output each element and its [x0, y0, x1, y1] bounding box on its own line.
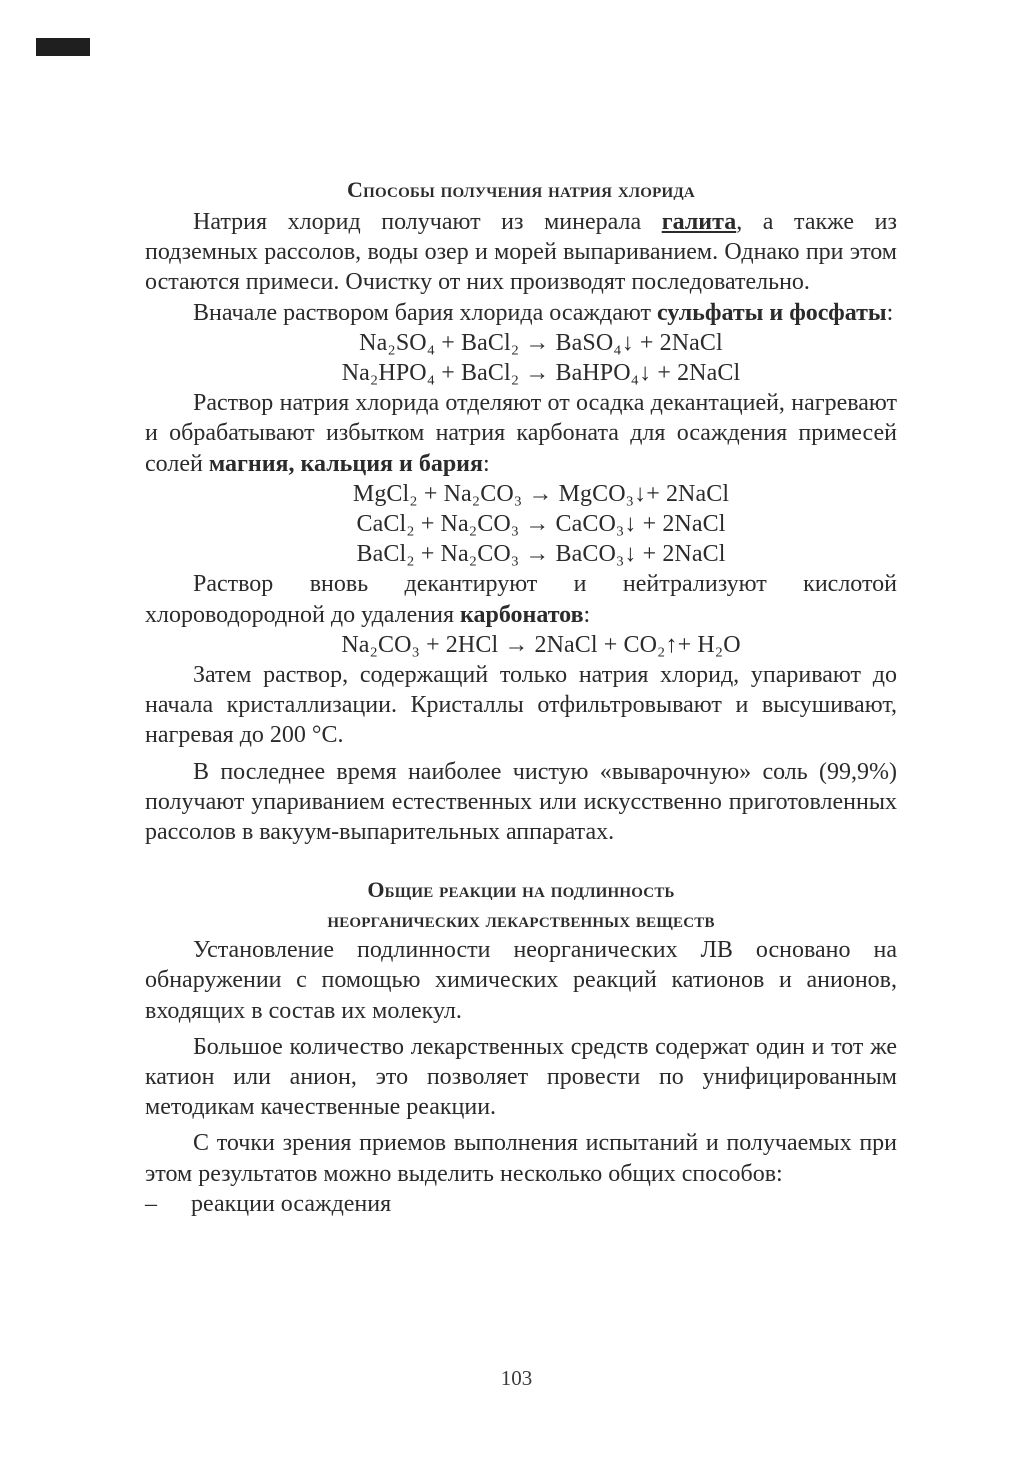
list-item: [145, 1189, 897, 1219]
text-run: Раствор натрия хлорида отделяют от осадка декантацией, нагревают и обрабатывают избытком натрия карбоната для осаждения примесей солей: [145, 390, 897, 477]
paragraph: С точки зрения приемов выполнения испытаний и получаемых при этом результатов можно выделить несколько общих способов:: [145, 1130, 897, 1187]
text-run: :: [583, 601, 591, 628]
paragraph: Большое количество лекарственных средств содержат один и тот же катион или анион, это позволяет провести по унифицированным методикам качественные реакции.: [145, 1033, 897, 1121]
equation: BaCl₂ + Na₂CO₃ → BaCO₃↓ + 2NaCl: [356, 541, 726, 568]
term-sulfates-phosphates: сульфаты и фосфаты: [656, 299, 887, 326]
section-title: Способы получения натрия хлорида: [347, 177, 695, 202]
paragraph: [145, 569, 897, 629]
equation-group: [185, 328, 897, 388]
paragraph: Установление подлинности неорганических ЛВ основано на обнаружении с помощью химических реакций катионов и анионов, входящих в состав их молекул.: [145, 937, 897, 1024]
text-run: Натрия хлорид получают из минерала: [193, 209, 662, 235]
equation: Na₂SO₄ + BaCl₂ → BaSO₄↓ + 2NaCl: [359, 329, 723, 356]
term-mg-ca-ba: магния, кальция и бария: [208, 450, 483, 477]
paragraph: Затем раствор, содержащий только натрия хлорид, упаривают до начала кристаллизации. Кристаллы отфильтровывают и высушивают, нагревая до 200 °С.: [145, 662, 897, 749]
term-carbonates: карбонатов: [460, 601, 584, 628]
paragraph: [145, 388, 897, 479]
equation: Na₂HPO₄ + BaCl₂ → BaHPO₄↓ + 2NaCl: [341, 360, 741, 387]
text-run: :: [483, 450, 490, 477]
text-run: :: [886, 299, 894, 326]
section-title-line1: Общие реакции на подлинность: [367, 877, 675, 903]
paragraph: [145, 298, 897, 328]
list-item-text: реакции осаждения: [191, 1190, 392, 1217]
section-title-line2: неорганических лекарственных веществ: [327, 907, 715, 933]
text-run: Вначале раствором бария хлорида осаждают: [193, 299, 657, 326]
page-number: 103: [500, 1366, 533, 1390]
equation: CaCl₂ + Na₂CO₃ → CaCO₃↓ + 2NaCl: [356, 511, 726, 538]
scan-corner-mark: [36, 38, 90, 56]
page-body: [145, 175, 897, 1219]
equation-group: [185, 630, 897, 660]
term-halite: галита: [661, 209, 737, 235]
list-dash: –: [145, 1190, 157, 1217]
paragraph: В последнее время наиболее чистую «выварочную» соль (99,9%) получают упариванием естественных или искусственно приготовленных рассолов в вакуум-выпарительных аппаратах.: [145, 758, 897, 846]
text-run: Раствор вновь декантируют и нейтрализуют кислотой хлороводородной до удаления: [145, 571, 897, 628]
equation: Na₂CO₃ + 2HCl → 2NaCl + CO₂↑+ H₂O: [341, 631, 741, 658]
paragraph: [145, 207, 897, 298]
equation: MgCl₂ + Na₂CO₃ → MgCO₃↓+ 2NaCl: [352, 480, 730, 507]
equation-group: [185, 479, 897, 570]
text-run: , а также из подземных рассолов, воды озер и морей выпариванием. Однако при этом остаются примеси. Очистку от них производят последовательно.: [145, 209, 897, 296]
